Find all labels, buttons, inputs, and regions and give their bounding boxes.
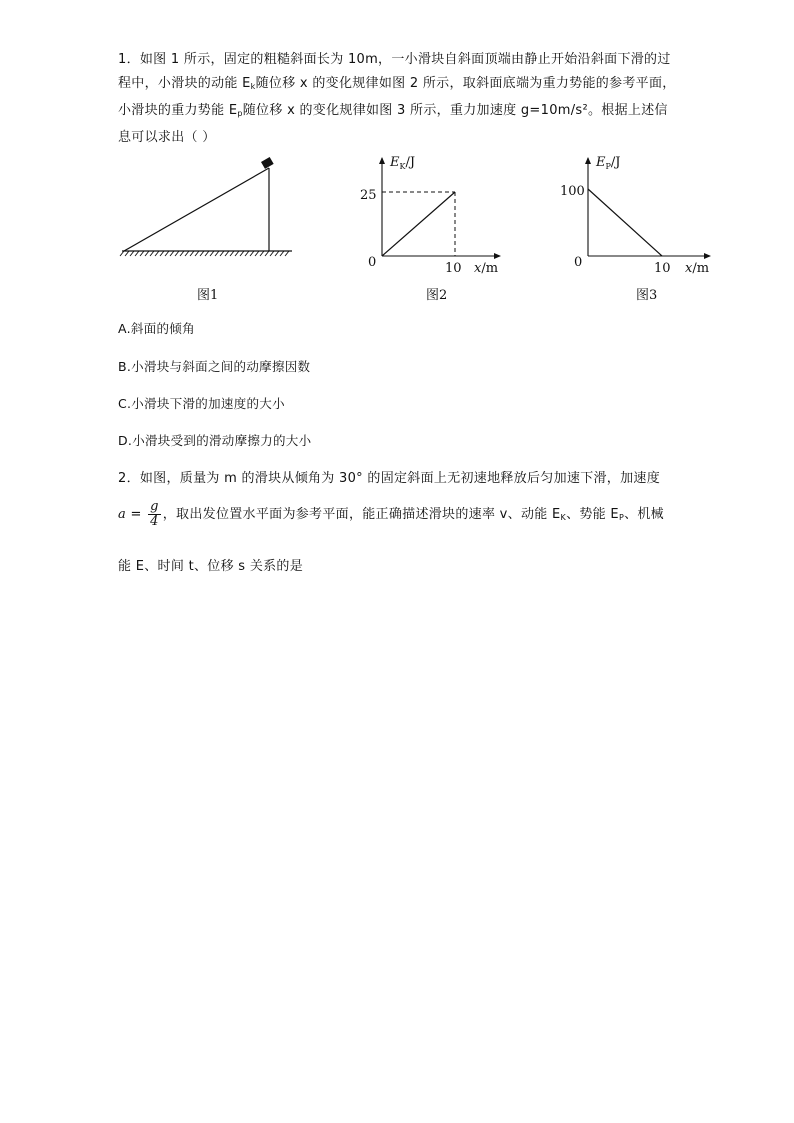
hatch-mark	[275, 251, 279, 256]
hatch-mark	[255, 251, 259, 256]
hatch-mark	[235, 251, 239, 256]
figure-1-caption: 图1	[197, 288, 219, 303]
figure-3-caption: 图3	[636, 288, 658, 303]
hatch-mark	[215, 251, 219, 256]
hatch-mark	[140, 251, 144, 256]
y-axis-label: $E_P/J$	[596, 155, 621, 171]
hatch-mark	[280, 251, 284, 256]
figure-3-ep-graph	[560, 152, 720, 277]
question-1-stem	[118, 48, 678, 150]
hatch-mark	[160, 251, 164, 256]
question-2-line-1: 2．如图，质量为 m 的滑块从倾角为 30° 的固定斜面上无初速地释放后匀加速下滑，加速度	[118, 471, 661, 486]
origin-label: 0	[368, 255, 377, 270]
figure-2-ek-graph	[352, 152, 512, 277]
option-c[interactable]: C.小滑块下滑的加速度的大小	[118, 396, 285, 411]
hatch-mark	[130, 251, 134, 256]
hatch-mark	[120, 251, 124, 256]
hatch-mark	[210, 251, 214, 256]
hatch-mark	[165, 251, 169, 256]
hatch-mark	[135, 251, 139, 256]
hatch-mark	[155, 251, 159, 256]
hatch-mark	[205, 251, 209, 256]
x-tick-label: 10	[654, 261, 671, 276]
hatch-mark	[285, 251, 289, 256]
slider-block	[261, 157, 274, 169]
hatch-mark	[200, 251, 204, 256]
acceleration-fraction: $\frac{g}{4}$	[150, 499, 159, 529]
hatch-mark	[240, 251, 244, 256]
ground-hatching	[120, 251, 289, 256]
hatch-mark	[170, 251, 174, 256]
question-1-text: 1．如图 1 所示，固定的粗糙斜面长为 10m，一小滑块自斜面顶端由静止开始沿斜面下滑的过程中，小滑块的动能 $E_k$随位移 x 的变化规律如图 2 所示，取斜面底端为重力势能的参考平面，小滑块的重力势能 $E_p$随位移 x 的变化规律如图 3 所示，重力加速度 g=10m/s²。根据上述信息可以求出（ ）	[118, 52, 676, 145]
figure-2-caption: 图2	[426, 288, 448, 303]
hatch-mark	[265, 251, 269, 256]
y-tick-label: 25	[360, 188, 377, 203]
incline-surface	[124, 168, 269, 251]
hatch-mark	[250, 251, 254, 256]
hatch-mark	[195, 251, 199, 256]
x-tick-label: 10	[445, 261, 462, 276]
question-2-line-2: a = $\frac{g}{4}$ ，取出发位置水平面为参考平面，能正确描述滑块的速率 v、动能 $E_K$、势能 $E_P$、机械	[118, 499, 664, 529]
hatch-mark	[220, 251, 224, 256]
option-d[interactable]: D.小滑块受到的滑动摩擦力的大小	[118, 433, 312, 448]
hatch-mark	[180, 251, 184, 256]
option-a[interactable]: A.斜面的倾角	[118, 321, 195, 336]
hatch-mark	[270, 251, 274, 256]
hatch-mark	[175, 251, 179, 256]
hatch-mark	[185, 251, 189, 256]
hatch-mark	[150, 251, 154, 256]
hatch-mark	[190, 251, 194, 256]
y-tick-label: 100	[560, 184, 585, 199]
hatch-mark	[230, 251, 234, 256]
option-b[interactable]: B.小滑块与斜面之间的动摩擦因数	[118, 359, 311, 374]
ep-line	[588, 189, 662, 256]
figure-1-incline	[118, 152, 298, 267]
x-axis-label: x/m	[474, 261, 499, 276]
y-axis-label: $E_K/J$	[390, 155, 416, 171]
hatch-mark	[260, 251, 264, 256]
x-axis-label: x/m	[685, 261, 710, 276]
hatch-mark	[125, 251, 129, 256]
hatch-mark	[145, 251, 149, 256]
question-2-line-3: 能 E、时间 t、位移 s 关系的是	[118, 559, 304, 574]
hatch-mark	[245, 251, 249, 256]
ek-line	[382, 192, 455, 256]
origin-label: 0	[574, 255, 583, 270]
hatch-mark	[225, 251, 229, 256]
